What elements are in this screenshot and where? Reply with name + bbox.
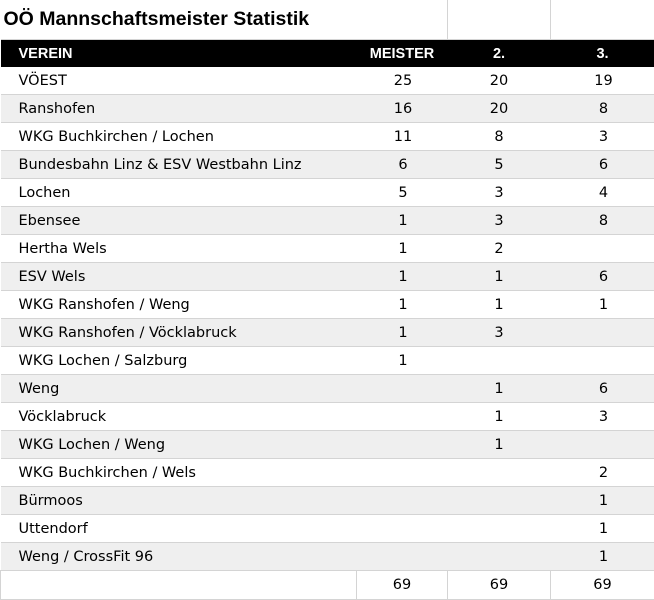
club-name-cell[interactable]: Bürmoos	[1, 487, 357, 515]
meister-count-cell[interactable]: 25	[357, 67, 448, 95]
club-name-cell[interactable]: Uttendorf	[1, 515, 357, 543]
second-count-cell[interactable]: 1	[448, 291, 551, 319]
table-row[interactable]	[1, 67, 654, 95]
second-count-cell[interactable]: 1	[448, 375, 551, 403]
table-row[interactable]	[1, 179, 654, 207]
meister-count-cell[interactable]	[357, 431, 448, 459]
table-row[interactable]	[1, 291, 654, 319]
totals-row	[1, 571, 654, 600]
club-name-cell[interactable]: Hertha Wels	[1, 235, 357, 263]
third-count-cell[interactable]: 4	[551, 179, 654, 207]
meister-count-cell[interactable]	[357, 403, 448, 431]
totals-label-cell[interactable]	[1, 571, 357, 600]
third-count-cell[interactable]	[551, 347, 654, 375]
meister-count-cell[interactable]	[357, 515, 448, 543]
second-count-cell[interactable]	[448, 515, 551, 543]
third-count-cell[interactable]: 1	[551, 487, 654, 515]
meister-count-cell[interactable]: 1	[357, 207, 448, 235]
table-row[interactable]	[1, 207, 654, 235]
third-count-cell[interactable]	[551, 319, 654, 347]
meister-count-cell[interactable]: 1	[357, 235, 448, 263]
table-row[interactable]	[1, 235, 654, 263]
club-name-cell[interactable]: Ranshofen	[1, 95, 357, 123]
meister-count-cell[interactable]: 6	[357, 151, 448, 179]
total-third-cell[interactable]: 69	[551, 571, 654, 600]
meister-count-cell[interactable]	[357, 487, 448, 515]
second-count-cell[interactable]	[448, 459, 551, 487]
third-count-cell[interactable]: 1	[551, 515, 654, 543]
third-count-cell[interactable]: 2	[551, 459, 654, 487]
club-name-cell[interactable]: Weng / CrossFit 96	[1, 543, 357, 571]
table-row[interactable]	[1, 487, 654, 515]
table-row[interactable]	[1, 151, 654, 179]
table-row[interactable]	[1, 515, 654, 543]
club-name-cell[interactable]: WKG Lochen / Salzburg	[1, 347, 357, 375]
third-count-cell[interactable]: 6	[551, 263, 654, 291]
table-row[interactable]	[1, 347, 654, 375]
third-count-cell[interactable]: 1	[551, 291, 654, 319]
meister-count-cell[interactable]: 1	[357, 347, 448, 375]
third-count-cell[interactable]: 6	[551, 151, 654, 179]
total-meister-cell[interactable]: 69	[357, 571, 448, 600]
meister-count-cell[interactable]: 1	[357, 291, 448, 319]
title-row	[1, 0, 654, 40]
third-count-cell[interactable]: 1	[551, 543, 654, 571]
meister-count-cell[interactable]: 11	[357, 123, 448, 151]
table-row[interactable]	[1, 95, 654, 123]
empty-cell[interactable]	[551, 0, 654, 40]
third-count-cell[interactable]: 8	[551, 95, 654, 123]
second-count-cell[interactable]: 5	[448, 151, 551, 179]
table-row[interactable]	[1, 263, 654, 291]
second-count-cell[interactable]: 20	[448, 67, 551, 95]
third-count-cell[interactable]: 19	[551, 67, 654, 95]
second-count-cell[interactable]: 20	[448, 95, 551, 123]
third-count-cell[interactable]: 6	[551, 375, 654, 403]
club-name-cell[interactable]: WKG Ranshofen / Vöcklabruck	[1, 319, 357, 347]
club-name-cell[interactable]: WKG Buchkirchen / Wels	[1, 459, 357, 487]
second-count-cell[interactable]: 1	[448, 403, 551, 431]
club-name-cell[interactable]: Ebensee	[1, 207, 357, 235]
meister-count-cell[interactable]	[357, 459, 448, 487]
table-row[interactable]	[1, 319, 654, 347]
club-name-cell[interactable]: WKG Ranshofen / Weng	[1, 291, 357, 319]
second-count-cell[interactable]: 8	[448, 123, 551, 151]
empty-cell[interactable]	[448, 0, 551, 40]
table-row[interactable]	[1, 403, 654, 431]
second-count-cell[interactable]: 2	[448, 235, 551, 263]
table-row[interactable]	[1, 459, 654, 487]
meister-count-cell[interactable]: 1	[357, 263, 448, 291]
club-name-cell[interactable]: VÖEST	[1, 67, 357, 95]
third-count-cell[interactable]	[551, 431, 654, 459]
third-count-cell[interactable]: 3	[551, 403, 654, 431]
total-second-cell[interactable]: 69	[448, 571, 551, 600]
second-count-cell[interactable]	[448, 543, 551, 571]
meister-count-cell[interactable]: 16	[357, 95, 448, 123]
empty-cell[interactable]	[357, 0, 448, 40]
table-row[interactable]	[1, 123, 654, 151]
column-header-meister[interactable]: MEISTER	[357, 40, 448, 68]
meister-count-cell[interactable]	[357, 543, 448, 571]
second-count-cell[interactable]: 3	[448, 319, 551, 347]
club-name-cell[interactable]: Lochen	[1, 179, 357, 207]
second-count-cell[interactable]: 1	[448, 431, 551, 459]
meister-count-cell[interactable]: 5	[357, 179, 448, 207]
header-row	[1, 40, 654, 68]
second-count-cell[interactable]	[448, 347, 551, 375]
table-row[interactable]	[1, 375, 654, 403]
column-header-second[interactable]: 2.	[448, 40, 551, 68]
club-name-cell[interactable]: Bundesbahn Linz & ESV Westbahn Linz	[1, 151, 357, 179]
third-count-cell[interactable]	[551, 235, 654, 263]
page-title: OÖ Mannschaftsmeister Statistik	[1, 0, 357, 40]
table-row[interactable]	[1, 543, 654, 571]
club-name-cell[interactable]: WKG Lochen / Weng	[1, 431, 357, 459]
second-count-cell[interactable]: 1	[448, 263, 551, 291]
club-name-cell[interactable]: Vöcklabruck	[1, 403, 357, 431]
column-header-third[interactable]: 3.	[551, 40, 654, 68]
club-name-cell[interactable]: WKG Buchkirchen / Lochen	[1, 123, 357, 151]
club-name-cell[interactable]: Weng	[1, 375, 357, 403]
second-count-cell[interactable]: 3	[448, 179, 551, 207]
second-count-cell[interactable]	[448, 487, 551, 515]
table-row[interactable]	[1, 431, 654, 459]
meister-count-cell[interactable]	[357, 375, 448, 403]
third-count-cell[interactable]: 3	[551, 123, 654, 151]
club-name-cell[interactable]: ESV Wels	[1, 263, 357, 291]
third-count-cell[interactable]: 8	[551, 207, 654, 235]
second-count-cell[interactable]: 3	[448, 207, 551, 235]
column-header-verein[interactable]: VEREIN	[1, 40, 357, 68]
meister-count-cell[interactable]: 1	[357, 319, 448, 347]
